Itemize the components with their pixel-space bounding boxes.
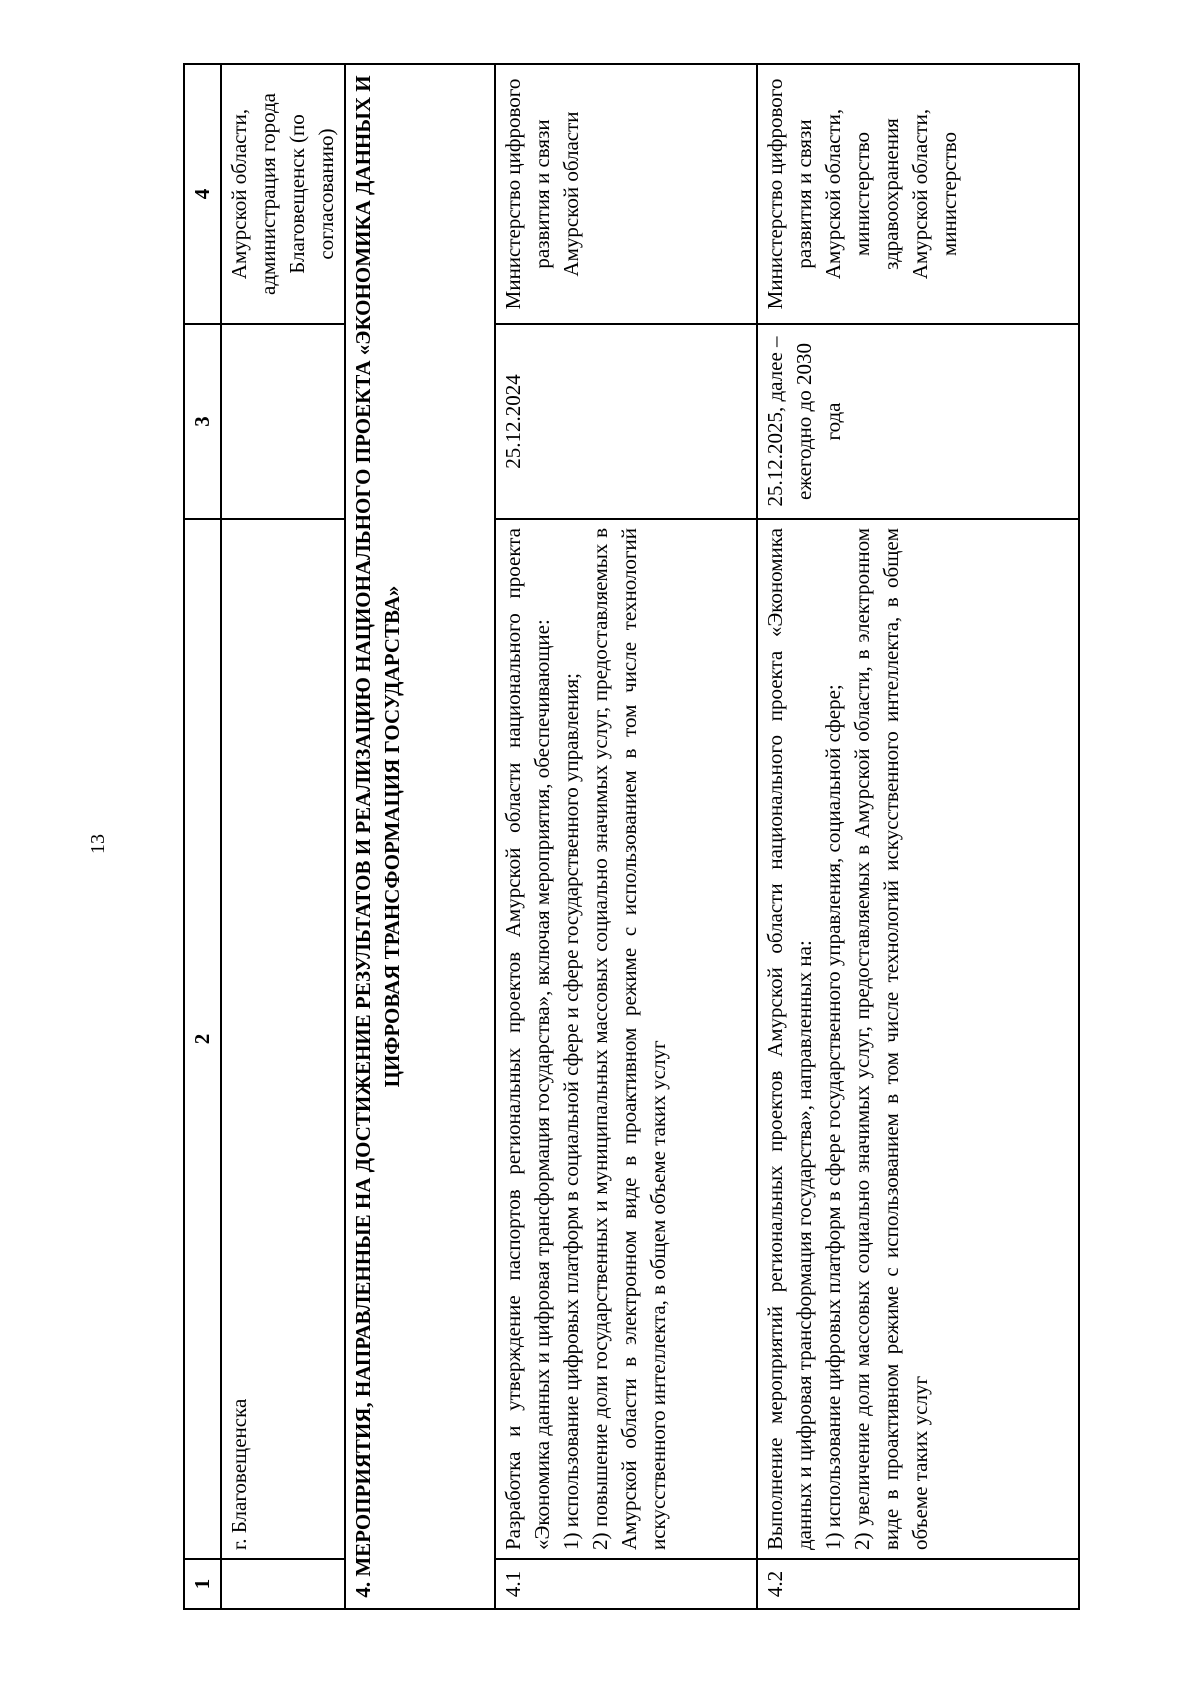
- row-number: 4.2: [757, 1559, 1079, 1609]
- column-header-1: 1: [184, 1559, 221, 1609]
- row-responsible: Амурской области, администрация города Благовещенск (по согласованию): [221, 64, 345, 324]
- table-row-4-2: [757, 64, 1079, 1609]
- row-responsible: Министерство цифрового развития и связи Амурской области: [495, 64, 757, 324]
- row-deadline: [221, 324, 345, 519]
- section-header-row: [345, 64, 495, 1609]
- page-number: 13: [87, 834, 109, 854]
- row-description-intro: Выполнение мероприятий региональных проектов Амурской области национального проекта «Экономика данных и цифровая трансформация государства», направленных на:: [763, 528, 816, 1550]
- column-number-row: [184, 64, 221, 1609]
- row-description-item-1: 1) использование цифровых платформ в сфере государственного управления, социальной сфере;: [821, 684, 845, 1550]
- row-description-item-2: 2) увеличение доли массовых социально значимых услуг, предоставляемых в Амурской области, в электронном виде в проактивном режиме с использованием в том числе технологий искусственного интеллекта, в общем объеме таких услуг: [850, 528, 932, 1550]
- row-number: 4.1: [495, 1559, 757, 1609]
- row-description: [495, 519, 757, 1559]
- activities-table: [183, 63, 1080, 1610]
- row-description-item-2: 2) повышение доли государственных и муниципальных массовых социально значимых услуг, предоставляемых в Амурской области в электронном виде в проактивном режиме с использованием в том числе технологий искусственного интеллекта, в общем объеме таких услуг: [588, 528, 670, 1550]
- row-name: г. Благовещенска: [221, 519, 345, 1559]
- column-header-4: 4: [184, 64, 221, 324]
- row-description: [757, 519, 1079, 1559]
- rotated-table-container: [183, 65, 1071, 1610]
- row-description-intro: Разработка и утверждение паспортов региональных проектов Амурской области национального проекта «Экономика данных и цифровая трансформация государства», включая мероприятия, обеспечивающие:: [501, 528, 554, 1550]
- column-header-2: 2: [184, 519, 221, 1559]
- row-number: [221, 1559, 345, 1609]
- table-row-continuation: [221, 64, 345, 1609]
- table-row-4-1: [495, 64, 757, 1609]
- row-deadline: 25.12.2025, далее – ежегодно до 2030 года: [757, 324, 1079, 519]
- row-responsible: Министерство цифрового развития и связи Амурской области, министерство здравоохранения Амурской области, министерство: [757, 64, 1079, 324]
- row-deadline: 25.12.2024: [495, 324, 757, 519]
- column-header-3: 3: [184, 324, 221, 519]
- row-description-item-1: 1) использование цифровых платформ в социальной сфере и сфере государственного управления;: [559, 673, 583, 1550]
- section-title: 4. МЕРОПРИЯТИЯ, НАПРАВЛЕННЫЕ НА ДОСТИЖЕНИЕ РЕЗУЛЬТАТОВ И РЕАЛИЗАЦИЮ НАЦИОНАЛЬНОГО ПРОЕКТА «ЭКОНОМИКА ДАННЫХ И ЦИФРОВАЯ ТРАНСФОРМАЦИЯ ГОСУДАРСТВА»: [345, 64, 495, 1609]
